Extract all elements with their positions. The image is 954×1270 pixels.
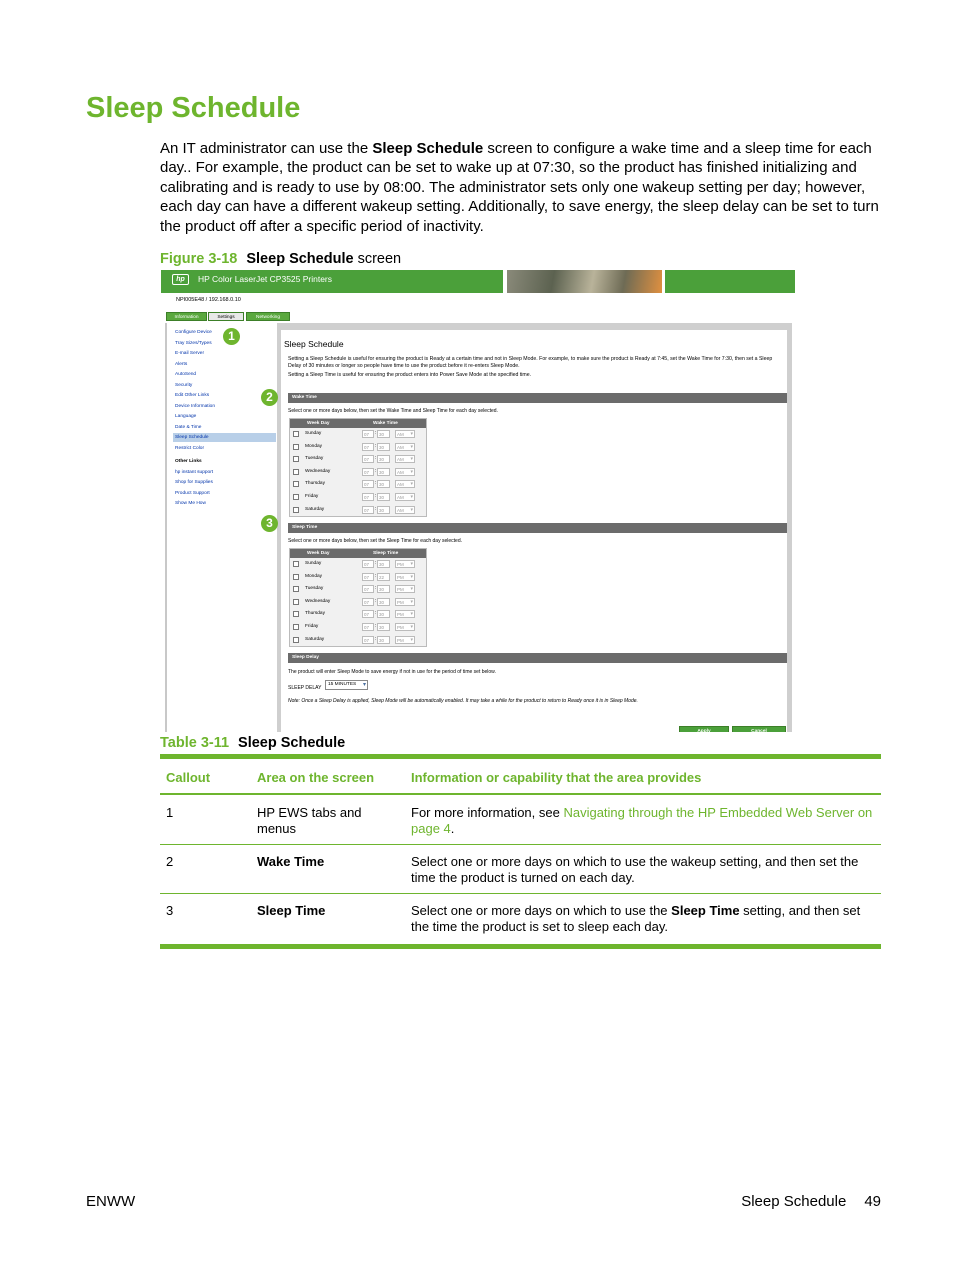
figure-number: Figure 3-18: [160, 251, 238, 267]
day-label: Friday: [305, 493, 319, 499]
table-number: Table 3-11: [160, 735, 230, 751]
hp-logo-icon: hp: [172, 274, 189, 285]
ampm-value: PM: [397, 624, 404, 630]
wake-time-grid: [289, 418, 427, 517]
page-heading: Sleep Schedule: [86, 92, 301, 124]
minute-field[interactable]: 30: [377, 455, 390, 463]
time-separator: :: [375, 585, 377, 592]
ampm-value: PM: [397, 612, 404, 618]
row1-info: [405, 794, 881, 845]
time-separator: :: [375, 480, 377, 487]
time-separator: :: [375, 455, 377, 462]
minute-field[interactable]: 22: [377, 573, 390, 581]
hour-field[interactable]: 07: [362, 623, 374, 631]
time-separator: :: [375, 492, 377, 499]
wake-day-checkbox[interactable]: [293, 444, 299, 450]
ampm-select[interactable]: [395, 623, 415, 631]
row3-info-bold: Sleep Time: [671, 903, 740, 918]
chevron-down-icon: ▾: [410, 573, 413, 580]
page-number: 49: [864, 1193, 881, 1210]
ampm-value: PM: [397, 587, 404, 593]
minute-field[interactable]: 30: [377, 430, 390, 438]
chevron-down-icon: ▾: [410, 443, 413, 450]
row2-area: Wake Time: [251, 845, 405, 894]
time-separator: :: [375, 622, 377, 629]
row2-callout: 2: [160, 845, 251, 894]
minute-field[interactable]: 30: [377, 598, 390, 606]
sleep-row: [290, 608, 426, 621]
row1-callout: 1: [160, 794, 251, 845]
wake-instructions: Select one or more days below, then set the Wake Time and Sleep Time for each day selected.: [288, 408, 498, 414]
hour-field[interactable]: 07: [362, 455, 374, 463]
tab-networking[interactable]: Networking: [246, 312, 290, 321]
nav-restrict-color[interactable]: Restrict Color: [175, 445, 205, 451]
nav-other-links-heading: Other Links: [175, 459, 202, 464]
hour-field[interactable]: 07: [362, 430, 374, 438]
header-area: Area on the screen: [251, 757, 405, 795]
ampm-value: AM: [397, 444, 404, 450]
chevron-down-icon: ▾: [410, 468, 413, 475]
intro-paragraph: [160, 139, 885, 236]
hour-field[interactable]: 07: [362, 493, 374, 501]
nav-email-server[interactable]: E-mail Server: [175, 351, 205, 356]
sleep-time-bar: Sleep Time: [288, 523, 787, 533]
figure-title-rest: screen: [357, 251, 402, 267]
wake-day-checkbox[interactable]: [293, 469, 299, 475]
minute-field[interactable]: 30: [377, 443, 390, 451]
ampm-select[interactable]: [395, 443, 415, 451]
nav-autosend[interactable]: AutoSend: [175, 372, 197, 377]
minute-field[interactable]: 30: [377, 506, 390, 514]
sleep-day-checkbox[interactable]: [293, 637, 299, 643]
delay-text: The product will enter Sleep Mode to save energy if not in use for the period of time set below.: [288, 669, 496, 675]
sleep-row: [290, 634, 426, 647]
time-separator: :: [375, 505, 377, 512]
tab-settings[interactable]: Settings: [208, 312, 244, 321]
apply-button[interactable]: Apply: [679, 726, 729, 732]
nav-configure-device[interactable]: Configure Device: [175, 330, 212, 335]
nav-shop-supplies[interactable]: Shop for Supplies: [175, 480, 213, 485]
wake-rows: [290, 428, 426, 516]
hour-field[interactable]: 07: [362, 610, 374, 618]
intro-text-1: An IT administrator can use the: [160, 140, 373, 157]
row2-info: Select one or more days on which to use the wakeup setting, and then set the time the product is turned on each day.: [405, 845, 881, 894]
ampm-value: PM: [397, 599, 404, 605]
minute-field[interactable]: 30: [377, 560, 390, 568]
ampm-value: AM: [397, 482, 404, 488]
nav-device-information[interactable]: Device Information: [175, 403, 215, 409]
ampm-select[interactable]: [395, 455, 415, 463]
wake-day-checkbox[interactable]: [293, 481, 299, 487]
main-content: [281, 330, 787, 732]
hour-field[interactable]: 07: [362, 480, 374, 488]
sleep-delay-value: 15 MINUTES: [328, 682, 357, 687]
tab-information[interactable]: Information: [166, 312, 207, 321]
description-1: Setting a Sleep Schedule is useful for ensuring the product is Ready at a certain time and not in Sleep Mode. For example, to make sure the product is Ready at 7:45, set the Wake Time for 7:30, then set a Sleep Delay of 30 minutes or longer so people have time to use the product before it re-enters Sleep Mode.: [288, 356, 773, 369]
callout-table: [160, 754, 881, 949]
footer-right: [741, 1193, 881, 1210]
wake-time-bar: Wake Time: [288, 393, 787, 403]
wake-row: [290, 453, 426, 466]
sleep-day-checkbox[interactable]: [293, 624, 299, 630]
ampm-value: AM: [397, 469, 404, 475]
nav-show-me-how[interactable]: Show Me How: [175, 501, 206, 506]
hour-field[interactable]: 07: [362, 560, 374, 568]
row3-callout: 3: [160, 894, 251, 947]
ampm-value: PM: [397, 562, 404, 567]
ampm-select[interactable]: [395, 573, 415, 581]
sleep-row: [290, 596, 426, 609]
day-label: Wednesday: [305, 598, 331, 604]
wake-day-checkbox[interactable]: [293, 507, 299, 513]
sleep-row: [290, 621, 426, 634]
minute-field[interactable]: 30: [377, 468, 390, 476]
time-separator: :: [375, 635, 377, 642]
col-sleep-time: Sleep Time: [373, 551, 399, 556]
hour-field[interactable]: 07: [362, 573, 374, 581]
sleep-note: Note: Once a Sleep Delay is applied, Sleep Mode will be automatically enabled. It may take a while for the product to return to Ready once it is in Sleep Mode.: [288, 698, 638, 704]
table-header-row: [160, 757, 881, 795]
ampm-select[interactable]: [395, 560, 415, 568]
wake-row: [290, 428, 426, 441]
sleep-day-checkbox[interactable]: [293, 586, 299, 592]
day-label: Friday: [305, 623, 319, 629]
chevron-down-icon: ▾: [410, 636, 413, 643]
figure-title: Sleep Schedule: [246, 251, 354, 267]
nav-alerts[interactable]: Alerts: [175, 361, 188, 367]
main-pane: [277, 323, 792, 732]
delay-label: SLEEP DELAY: [288, 685, 322, 691]
cancel-button[interactable]: Cancel: [732, 726, 786, 732]
intro-bold: Sleep Schedule: [372, 140, 484, 157]
wake-row: [290, 478, 426, 491]
minute-field[interactable]: 30: [377, 480, 390, 488]
header-callout: Callout: [160, 757, 251, 795]
day-label: Monday: [305, 443, 323, 449]
ampm-select[interactable]: [395, 585, 415, 593]
hour-field[interactable]: 07: [362, 598, 374, 606]
nav-date-time[interactable]: Date & Time: [175, 424, 202, 430]
day-label: Sunday: [305, 561, 322, 566]
ampm-value: AM: [397, 507, 404, 513]
wake-row: [290, 504, 426, 517]
chevron-down-icon: ▾: [410, 623, 413, 630]
row3-info-text: Select one or more days on which to use the: [411, 903, 672, 918]
table-caption: [160, 735, 345, 751]
chevron-down-icon: ▾: [410, 481, 413, 488]
col-wake-time: Wake Time: [373, 421, 398, 426]
ampm-select[interactable]: [395, 480, 415, 488]
time-separator: :: [375, 610, 377, 617]
navigating-link[interactable]: Navigating through the HP Embedded Web Server on page 4: [411, 805, 873, 836]
col-week-day: Week Day: [307, 551, 330, 556]
sleep-day-checkbox[interactable]: [293, 611, 299, 617]
table-row: [160, 894, 881, 947]
header-information: Information or capability that the area provides: [405, 757, 881, 795]
day-label: Tuesday: [305, 456, 324, 462]
minute-field[interactable]: 30: [377, 636, 390, 644]
wake-day-checkbox[interactable]: [293, 494, 299, 500]
table-row: [160, 845, 881, 894]
screen-title: Sleep Schedule: [284, 339, 344, 349]
settings-nav: [165, 323, 277, 732]
wake-row: [290, 441, 426, 454]
nav-sleep-schedule[interactable]: Sleep Schedule: [173, 433, 276, 442]
col-week-day: Week Day: [307, 421, 330, 426]
nav-edit-other-links[interactable]: Edit Other Links: [175, 393, 210, 398]
minute-field[interactable]: 30: [377, 493, 390, 501]
chevron-down-icon: ▾: [410, 598, 413, 605]
wake-row: [290, 491, 426, 504]
printer-name: HP Color LaserJet CP3525 Printers: [198, 274, 333, 284]
day-label: Saturday: [305, 506, 325, 512]
ampm-value: AM: [397, 457, 404, 463]
figure-caption: [160, 251, 401, 267]
banner-right: [665, 270, 795, 293]
sleep-delay-select[interactable]: [325, 680, 368, 690]
ews-screenshot: [161, 270, 795, 732]
ampm-select[interactable]: [395, 598, 415, 606]
time-separator: :: [375, 597, 377, 604]
device-address: NPI005E48 / 192.168.0.10: [176, 297, 241, 303]
wake-grid-header: [290, 419, 426, 428]
day-label: Sunday: [305, 431, 322, 436]
hour-field[interactable]: 07: [362, 636, 374, 644]
chevron-down-icon: ▾: [410, 611, 413, 618]
day-label: Saturday: [305, 636, 325, 642]
day-label: Tuesday: [305, 586, 324, 592]
sleep-day-checkbox[interactable]: [293, 574, 299, 580]
minute-field[interactable]: 30: [377, 585, 390, 593]
callout-1: 1: [223, 328, 240, 345]
footer-section: Sleep Schedule: [741, 1193, 847, 1210]
time-separator: :: [375, 442, 377, 449]
hour-field[interactable]: 07: [362, 443, 374, 451]
row1-area: HP EWS tabs and menus: [251, 794, 405, 845]
chevron-down-icon: ▾: [410, 493, 413, 500]
banner-photo: [507, 270, 662, 293]
row1-info-text: For more information, see: [411, 805, 564, 820]
day-label: Thursday: [305, 481, 325, 487]
sleep-day-checkbox[interactable]: [293, 599, 299, 605]
nav-product-support[interactable]: Product Support: [175, 490, 210, 496]
chevron-down-icon: ▾: [410, 586, 413, 593]
row3-area: Sleep Time: [251, 894, 405, 947]
callout-2: 2: [261, 389, 278, 406]
callout-3: 3: [261, 515, 278, 532]
chevron-down-icon: ▾: [410, 431, 413, 437]
sleep-rows: [290, 558, 426, 646]
day-label: Thursday: [305, 611, 325, 617]
sleep-row: [290, 583, 426, 596]
description-2: Setting a Sleep Time is useful for ensuring the product enters into Power Save Mode at the specified time.: [288, 372, 532, 378]
sleep-row: [290, 558, 426, 571]
nav-tray-sizes[interactable]: Tray Sizes/Types: [175, 340, 212, 346]
wake-row: [290, 466, 426, 479]
time-separator: :: [375, 572, 377, 579]
sleep-delay-bar: Sleep Delay: [288, 653, 787, 663]
table-title: Sleep Schedule: [238, 735, 346, 751]
ampm-select[interactable]: [395, 506, 415, 514]
row1-info-end: .: [450, 821, 455, 836]
row3-info: [405, 894, 881, 947]
sleep-day-checkbox[interactable]: [293, 561, 299, 567]
minute-field[interactable]: 30: [377, 623, 390, 631]
ampm-select[interactable]: [395, 636, 415, 644]
sleep-grid-header: [290, 549, 426, 558]
time-separator: :: [375, 560, 377, 566]
time-separator: :: [375, 430, 377, 436]
minute-field[interactable]: 30: [377, 610, 390, 618]
ampm-select[interactable]: [395, 493, 415, 501]
chevron-down-icon: ▾: [410, 561, 413, 567]
sleep-row: [290, 571, 426, 584]
intro-text-2: screen to configure a wake time and a sleep time for each day.. For example, the product can be set to wake up at 07:30, so the product has finished initializing and calibrating and is ready to use by 08:00. The administrator sets only one wakeup setting per day; however, each day can have a different wakeup setting. Additionally, to save energy, the sleep delay can be set to turn the product off after a specific period of inactivity.: [160, 140, 879, 235]
footer-left: ENWW: [86, 1193, 136, 1210]
ampm-value: AM: [397, 494, 404, 500]
hour-field[interactable]: 07: [362, 506, 374, 514]
hour-field[interactable]: 07: [362, 468, 374, 476]
ampm-select[interactable]: [395, 610, 415, 618]
ampm-select[interactable]: [395, 430, 415, 438]
chevron-down-icon: ▾: [410, 506, 413, 513]
hour-field[interactable]: 07: [362, 585, 374, 593]
chevron-down-icon: ▾: [410, 456, 413, 463]
nav-security[interactable]: Security: [175, 382, 193, 388]
chevron-down-icon: ▾: [362, 682, 366, 688]
ampm-value: PM: [397, 574, 404, 580]
wake-day-checkbox[interactable]: [293, 456, 299, 462]
day-label: Monday: [305, 573, 323, 579]
day-label: Wednesday: [305, 468, 331, 474]
ampm-select[interactable]: [395, 468, 415, 476]
nav-hp-instant-support[interactable]: hp instant support: [175, 469, 214, 475]
ampm-value: AM: [397, 432, 404, 437]
row3-info-end: setting, and then set the time the product is set to sleep each day.: [411, 903, 861, 934]
wake-day-checkbox[interactable]: [293, 431, 299, 437]
time-separator: :: [375, 467, 377, 474]
table-row: [160, 794, 881, 845]
nav-language[interactable]: Language: [175, 414, 197, 419]
sleep-instructions: Select one or more days below, then set the Sleep Time for each day selected.: [288, 538, 462, 544]
sleep-time-grid: [289, 548, 427, 647]
ampm-value: PM: [397, 637, 404, 643]
